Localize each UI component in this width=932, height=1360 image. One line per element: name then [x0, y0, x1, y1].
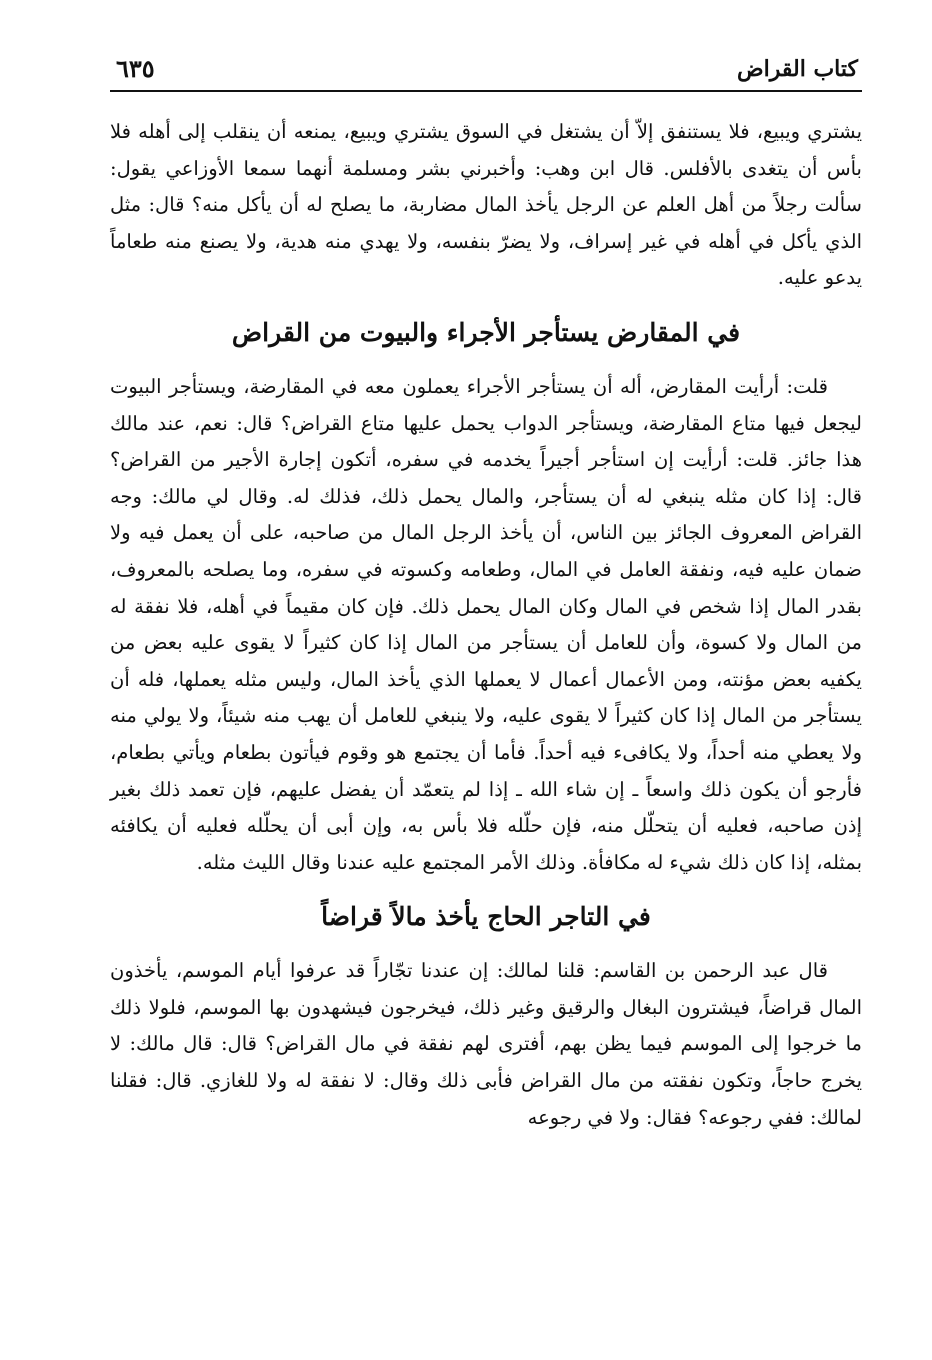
- body-paragraph: يشتري ويبيع، فلا يستنفق إلاّ أن يشتغل في السوق يشتري ويبيع، يمنعه أن ينقلب إلى أهله فلا بأس أن يتغدى بالأفلس. قال ابن وهب: وأخبرني بشر ومسلمة أنهما سمعا الأوزاعي يقول: سألت رجلاً من أهل العلم عن الرجل يأخذ المال مضاربة، ما يصلح له أن يأكل منه؟ قال: مثل الذي يأكل في أهله في غير إسراف، ولا يضرّ بنفسه، ولا يهدي منه هدية، ولا يصنع منه طعاماً يدعو عليه.: [110, 120, 862, 290]
- running-head-title: كتاب القراض: [737, 56, 858, 82]
- section-heading: في المقارض يستأجر الأجراء والبيوت من القراض: [231, 317, 741, 347]
- page-number: ٦٣٥: [116, 54, 155, 83]
- page-body: [110, 114, 862, 1136]
- page-header: [110, 48, 862, 92]
- body-paragraph: قال عبد الرحمن بن القاسم: قلنا لمالك: إن عندنا تجّاراً قد عرفوا أيام الموسم، يأخذون المال قراضاً، فيشترون البغال والرقيق وغير ذلك، فيخرجون فيشهدون بها الموسم، فلولا ذلك ما خرجوا إلى الموسم فيما يظن بهم، أفترى لهم نفقة في مال القراض؟ قال: قال مالك: لا يخرج حاجاً، وتكون نفقته من مال القراض فأبى ذلك وقال: لا نفقة له ولا للغازي. قال: فقلنا لمالك: ففي رجوعه؟ فقال: ولا في رجوعه: [110, 959, 862, 1129]
- body-paragraph: قلت: أرأيت المقارض، أله أن يستأجر الأجراء يعملون معه في المقارضة، ويستأجر البيوت ليجعل فيها متاع المقارضة، ويستأجر الدواب يحمل عليها متاع القراض؟ قال: نعم، عند مالك هذا جائز. قلت: أرأيت إن استأجر أجيراً يخدمه في سفره، أتكون إجارة الأجير من القراض؟ قال: إذا كان مثله ينبغي له أن يستأجر، والمال يحمل ذلك، فذلك له. وقال لي مالك: وجه القراض المعروف الجائز بين الناس، أن يأخذ الرجل المال من صاحبه، على أن يعمل فيه ولا ضمان عليه فيه، ونفقة العامل في المال، وطعامه وكسوته في سفره، وما يصلحه بالمعروف، بقدر المال إذا شخص في المال وكان المال يحمل ذلك. فإن كان مقيماً في أهله، فلا نفقة له من المال ولا كسوة، وأن للعامل أن يستأجر من المال إذا كان كثيراً لا يقوى عليه بعض من يكفيه بعض مؤنته، ومن الأعمال أعمال لا يعملها الذي يأخذ المال، وليس مثله يعملها، فله أن يستأجر من المال إذا كان كثيراً لا يقوى عليه، ولا ينبغي للعامل أن يهب منه شيئاً، ولا يولي منه ولا يعطي منه أحداً، ولا يكافىء فيه أحداً. فأما أن يجتمع هو وقوم فيأتون بطعام ويأتي بطعام، فأرجو أن يكون ذلك واسعاً ـ إن شاء الله ـ إذا لم يتعمّد أن يفضل عليهم، فإن تعمد ذلك بغير إذن صاحبه، فعليه أن يتحلّل منه، فإن حلّله فلا بأس به، وإن أبى أن يحلّله فعليه أن يكافئه بمثله، إذا كان ذلك شيء له مكافأة. وذلك الأمر المجتمع عليه عندنا وقال الليث مثله.: [110, 374, 862, 874]
- section-heading: في التاجر الحاج يأخذ مالاً قراضاً: [321, 902, 651, 932]
